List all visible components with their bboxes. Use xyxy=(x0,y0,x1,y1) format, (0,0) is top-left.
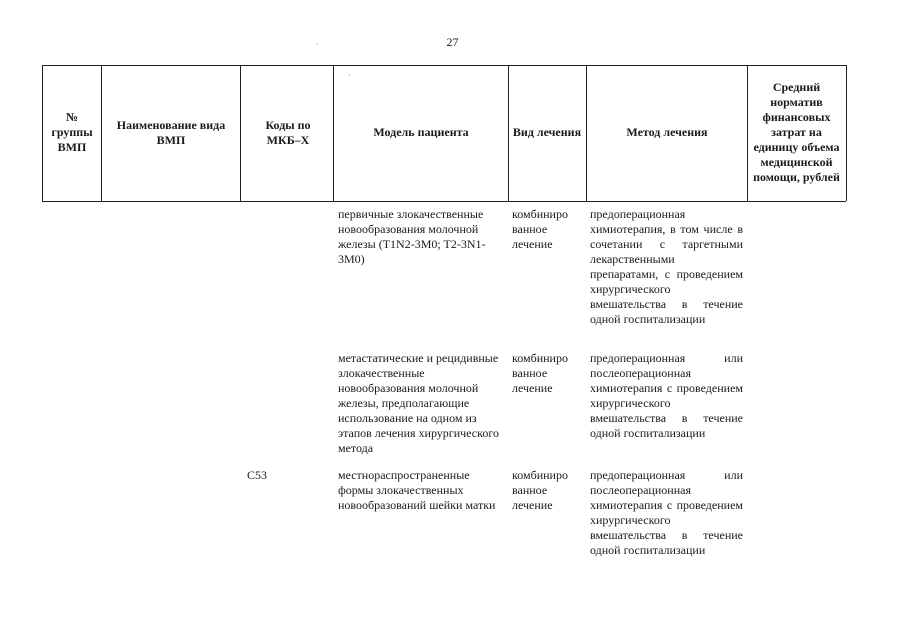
header-vmp-name: Наименование вида ВМП xyxy=(116,117,226,147)
row1-treatment-method: предоперационная химиотерапия, в том числе в сочетании с таргетными лекарственными препаратами, с проведением хирургического вмешательства в течение одной госпитализации xyxy=(590,207,743,326)
row2-treatment-method: предоперационная или послеоперационная химиотерапия с проведением хирургического вмешательства в течение одной госпитализации xyxy=(590,351,743,440)
header-treatment-method: Метод лечения xyxy=(626,125,708,139)
row1-patient-model: первичные злокачественные новообразования молочной железы (T1N2-3M0; T2-3N1-3M0) xyxy=(338,207,486,266)
row3-treatment-type: комбиниро ванное лечение xyxy=(512,468,568,512)
column-divider xyxy=(333,65,334,201)
row3-icd-code: C53 xyxy=(247,468,268,482)
row2-patient-model: метастатические и рецидивные злокачественные новообразования молочной железы, предполагающие использование на одном из этапов лечения хирургического метода xyxy=(338,351,499,455)
header-group-number: № группы ВМП xyxy=(51,110,93,154)
row3-patient-model: местнораспространенные формы злокачественных новообразований шейки матки xyxy=(338,468,496,512)
column-divider xyxy=(846,65,847,201)
page-number: 27 xyxy=(446,35,459,49)
header-patient-model: Модель пациента xyxy=(373,125,469,139)
header-treatment-type: Вид лечения xyxy=(512,125,582,139)
header-icd-codes: Коды по МКБ–Х xyxy=(265,117,311,147)
column-divider xyxy=(508,65,509,201)
column-divider xyxy=(240,65,241,201)
header-average-cost: Средний норматив финансовых затрат на единицу объема медицинской помощи, рублей xyxy=(753,80,840,184)
scan-speck: · xyxy=(348,71,351,80)
column-divider xyxy=(101,65,102,201)
row1-treatment-type: комбиниро ванное лечение xyxy=(512,207,568,251)
row3-treatment-method: предоперационная или послеоперационная химиотерапия с проведением хирургического вмешательства в течение одной госпитализации xyxy=(590,468,743,557)
row2-treatment-type: комбиниро ванное лечение xyxy=(512,351,568,395)
column-divider xyxy=(42,65,43,201)
column-divider xyxy=(586,65,587,201)
column-divider xyxy=(747,65,748,201)
scan-speck: · xyxy=(316,40,319,49)
